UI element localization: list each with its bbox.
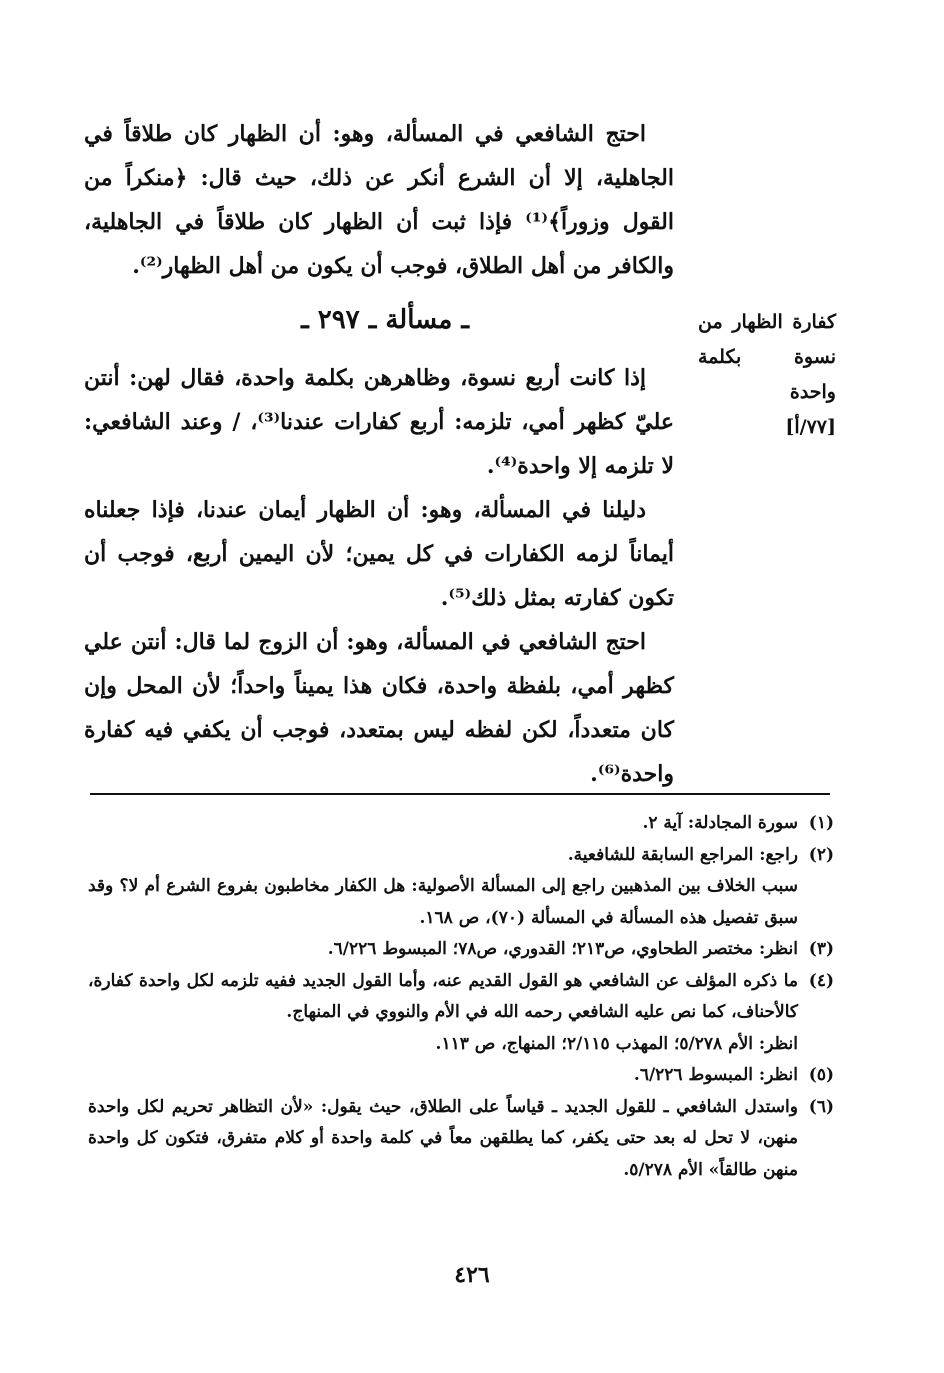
footnote-text: سورة المجادلة: آية ٢. bbox=[642, 813, 798, 833]
footnote bbox=[88, 808, 834, 840]
footnote-number: (٦) bbox=[808, 1096, 834, 1117]
paragraph: دليلنا في المسألة، وهو: أن الظهار أيمان عندنا، فإذا جعلناه أيماناً لزمه الكفارات في كل يمين؛ لأن اليمين أربع، فوجب أن تكون كفارته بمثل ذلك⁽⁵⁾. bbox=[84, 497, 674, 611]
footnotes bbox=[88, 808, 834, 1186]
footnote-text: سبب الخلاف بين المذهبين راجع إلى المسألة الأصولية: هل الكفار مخاطبون بفروع الشرع أم لا؟ وقد سبق تفصيل هذه المسألة في المسألة (٧٠)، ص ١٦٨. bbox=[88, 876, 798, 928]
issue-heading: ـ مسألة ـ ٢٩٧ ـ bbox=[301, 305, 469, 335]
footnote bbox=[88, 966, 834, 1029]
footnote bbox=[88, 840, 834, 872]
footnote-text: انظر: المبسوط ٦/٢٢٦. bbox=[633, 1065, 798, 1085]
footnote-number: (٤) bbox=[808, 970, 834, 991]
footnote bbox=[88, 1092, 834, 1187]
footnote-continuation bbox=[88, 871, 834, 934]
margin-note-title: كفارة الظهار من نسوة بكلمة واحدة bbox=[698, 311, 836, 403]
paragraph: احتج الشافعي في المسألة، وهو: أن الزوج لما قال: أنتن علي كظهر أمي، بلفظة واحدة، فكان هذا يميناً واحداً؛ لأن المحل وإن كان متعدداً، لكن لفظه ليس بمتعدد، فوجب أن يكفي فيه كفارة واحدة⁽⁶⁾. bbox=[84, 629, 674, 787]
footnote-text: انظر: الأم ٥/٢٧٨؛ المهذب ٢/١١٥؛ المنهاج، ص ١١٣. bbox=[435, 1033, 798, 1054]
page-number: ٤٢٦ bbox=[454, 1262, 490, 1288]
opening-paragraph-block bbox=[84, 112, 674, 288]
footnote-text: واستدل الشافعي ـ للقول الجديد ـ قياساً على الطلاق، حيث يقول: «لأن التظاهر تحريم لكل واحدة منهن، لا تحل له بعد حتى يكفر، كما يطلقهن معاً في كلمة واحدة أو كلام متفرق، فتكون كل واحدة منهن طالقاً» الأم ٥/٢٧٨. bbox=[88, 1096, 798, 1180]
footnote-number: (١) bbox=[808, 813, 834, 833]
footnote-number: (٣) bbox=[808, 939, 834, 959]
margin-note bbox=[698, 305, 836, 445]
footnote-number: (٢) bbox=[808, 844, 834, 865]
footnote-text: انظر: مختصر الطحاوي، ص٢١٣؛ القدوري، ص٧٨؛ المبسوط ٦/٢٢٦. bbox=[327, 939, 798, 959]
footnote-text: ما ذكره المؤلف عن الشافعي هو القول القديم عنه، وأما القول الجديد ففيه تلزمه لكل واحدة كفارة، كالأحناف، كما نص عليه الشافعي رحمه الله في الأم والنووي في المنهاج. bbox=[88, 970, 798, 1022]
paragraph: احتج الشافعي في المسألة، وهو: أن الظهار كان طلاقاً في الجاهلية، إلا أن الشرع أنكر عن ذلك، حيث قال: ﴿منكراً من القول وزوراً﴾⁽¹⁾ فإذا ثبت أن الظهار كان طلاقاً في الجاهلية، والكافر من أهل الطلاق، فوجب أن يكون من أهل الظهار⁽²⁾. bbox=[84, 121, 674, 279]
footnote bbox=[88, 1060, 834, 1092]
footnote bbox=[88, 934, 834, 966]
main-text-block bbox=[84, 356, 674, 796]
footnote-number: (٥) bbox=[808, 1065, 834, 1085]
paragraph: إذا كانت أربع نسوة، وظاهرهن بكلمة واحدة، فقال لهن: أنتن عليّ كظهر أمي، تلزمه: أربع كفارات عندنا⁽³⁾، / وعند الشافعي: لا تلزمه إلا واحدة⁽⁴⁾. bbox=[84, 365, 674, 479]
footnote-text: راجع: المراجع السابقة للشافعية. bbox=[567, 844, 798, 865]
manuscript-folio-ref: [٧٧/أ] bbox=[785, 416, 836, 438]
footnote-separator bbox=[90, 793, 830, 795]
footnote-continuation bbox=[88, 1029, 834, 1061]
